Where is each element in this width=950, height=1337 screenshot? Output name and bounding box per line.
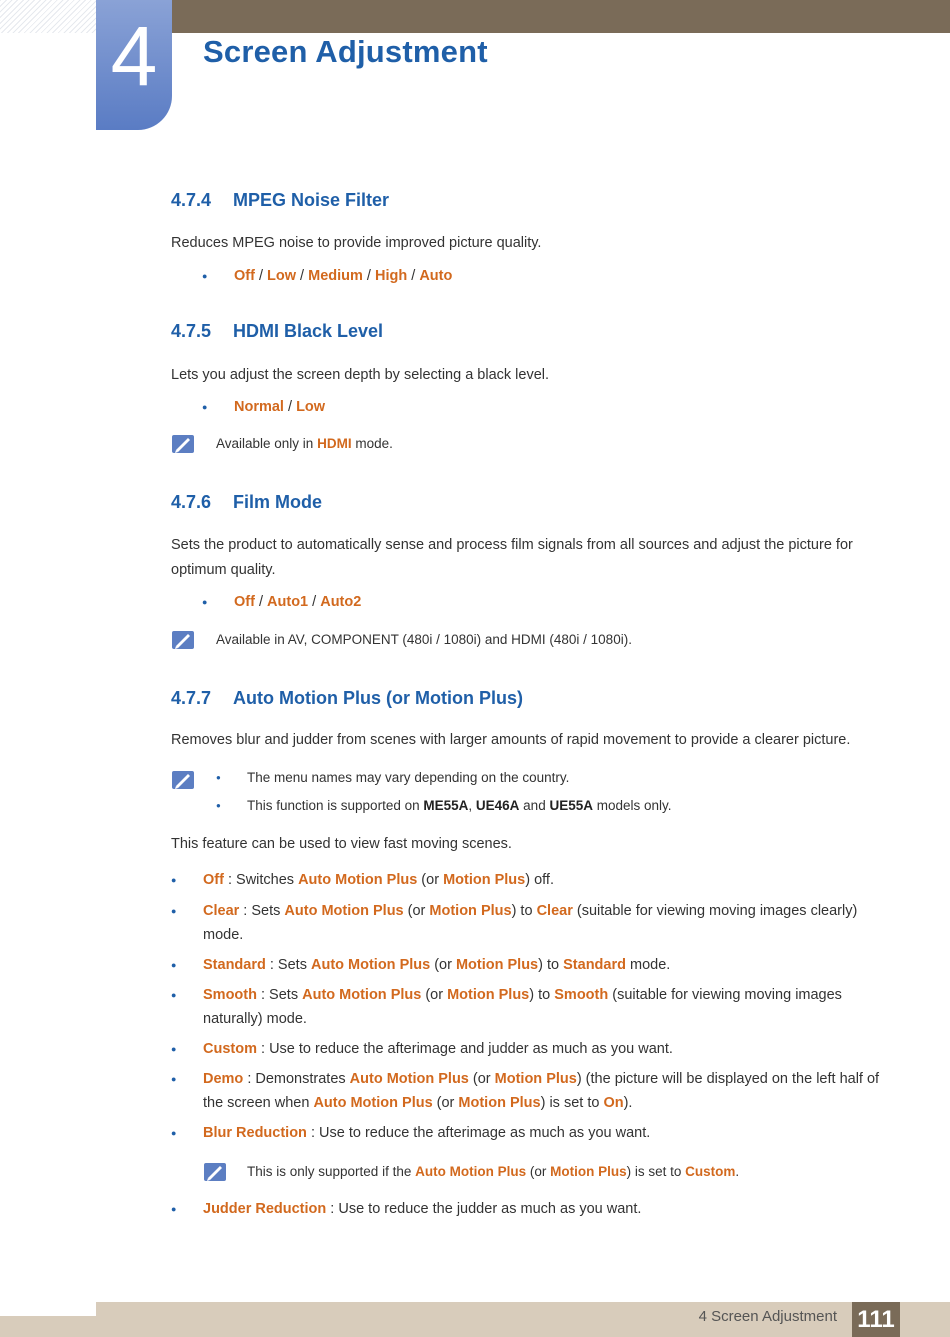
item-text: ) is set to — [540, 1095, 604, 1111]
note-highlight: HDMI — [317, 436, 352, 451]
section-description: Sets the product to automatically sense and process film signals from all sources and adjust the picture for optimum quality. — [171, 537, 853, 578]
term: Judder Reduction — [203, 1201, 327, 1217]
note-pencil-icon — [203, 1161, 227, 1183]
note-pencil-icon — [171, 629, 195, 651]
term: Smooth — [554, 987, 609, 1003]
item-text: ). — [623, 1095, 633, 1111]
item-text: : Sets — [239, 903, 285, 919]
term: Standard — [203, 957, 266, 973]
list-item-custom — [171, 1037, 883, 1061]
item-text: (or — [421, 987, 448, 1003]
page-number: 111 — [852, 1302, 900, 1337]
main-content — [171, 190, 883, 1221]
model-name: ME55A — [423, 798, 469, 813]
list-item-judder-reduction — [171, 1197, 883, 1221]
bullet-icon — [171, 1197, 176, 1221]
section-description: Lets you adjust the screen depth by selecting a black level. — [171, 367, 550, 383]
section-heading-hdmi-black-level — [171, 321, 883, 342]
footer-chapter-label: 4 Screen Adjustment — [698, 1308, 837, 1325]
section-description: Reduces MPEG noise to provide improved picture quality. — [171, 235, 542, 251]
note-text: Available only in — [216, 436, 318, 451]
term: Clear — [203, 903, 240, 919]
term: Motion Plus — [429, 903, 512, 919]
bullet-icon — [216, 767, 221, 789]
note-text: The menu names may vary depending on the country. — [247, 770, 570, 785]
section-number: 4.7.5 — [171, 321, 212, 341]
item-text: (or — [417, 872, 444, 888]
term: Custom — [685, 1164, 736, 1179]
item-text: ) (the picture will be displayed on the left half of the screen when — [203, 1071, 880, 1111]
bullet-icon — [216, 795, 221, 817]
term: Motion Plus — [443, 872, 526, 888]
term: Blur Reduction — [203, 1125, 307, 1141]
note-text: (or — [526, 1164, 551, 1179]
item-text: ) to — [538, 957, 564, 973]
section-description: Removes blur and judder from scenes with larger amounts of rapid movement to provide a clearer picture. — [171, 732, 851, 748]
bullet-icon — [202, 264, 207, 288]
item-text: mode. — [625, 957, 671, 973]
section-number: 4.7.6 — [171, 492, 212, 512]
option-medium: Medium — [308, 268, 363, 284]
list-item-demo — [171, 1067, 883, 1115]
bullet-icon — [171, 953, 176, 977]
bullet-icon — [202, 590, 207, 614]
term: Auto Motion Plus — [298, 872, 418, 888]
bullet-icon — [171, 983, 176, 1007]
section-title: Film Mode — [233, 492, 322, 512]
bullet-icon — [171, 1121, 176, 1145]
term: Standard — [563, 957, 626, 973]
item-text: : Use to reduce the afterimage and judder as much as you want. — [256, 1041, 673, 1057]
model-name: UE46A — [475, 798, 520, 813]
term: Smooth — [203, 987, 257, 1003]
note-text: Available in AV, COMPONENT (480i / 1080i) and HDMI (480i / 1080i). — [216, 632, 632, 647]
note — [171, 433, 883, 459]
note-pencil-icon — [171, 433, 195, 455]
note — [171, 629, 883, 655]
item-text: : Sets — [256, 987, 303, 1003]
term: Clear — [536, 903, 573, 919]
bullet-icon — [202, 395, 207, 419]
item-text: (suitable for viewing moving images clearly) mode. — [203, 903, 858, 943]
note-text: ) is set to — [626, 1164, 686, 1179]
term: Auto Motion Plus — [349, 1071, 469, 1087]
option-low: Low — [267, 268, 297, 284]
footer-strip — [0, 1316, 96, 1337]
section-title: HDMI Black Level — [233, 321, 384, 341]
term: On — [603, 1095, 624, 1111]
term: Motion Plus — [550, 1164, 627, 1179]
list-item-standard — [171, 953, 883, 977]
options-list: ● Off / Auto1 / Auto2 — [171, 590, 883, 614]
item-text: : Switches — [223, 872, 299, 888]
section-heading-mpeg-noise-filter — [171, 190, 883, 211]
item-text: : Sets — [265, 957, 311, 973]
term: Motion Plus — [447, 987, 530, 1003]
term: Auto Motion Plus — [310, 957, 431, 973]
note-text: models only. — [592, 798, 672, 813]
option-auto2: Auto2 — [320, 594, 362, 610]
item-text: (suitable for viewing moving images naturally) mode. — [203, 987, 842, 1027]
term: Off — [203, 872, 224, 888]
item-text: (or — [432, 1095, 459, 1111]
section-number: 4.7.7 — [171, 688, 212, 708]
term: Demo — [203, 1071, 244, 1087]
option-off: Off — [234, 594, 255, 610]
section-title: Auto Motion Plus (or Motion Plus) — [233, 688, 523, 708]
option-normal: Normal — [234, 399, 284, 415]
section-number: 4.7.4 — [171, 190, 212, 210]
option-auto: Auto — [419, 268, 453, 284]
note-item — [171, 795, 883, 817]
section-intro: This feature can be used to view fast moving scenes. — [171, 836, 512, 852]
bullet-icon — [171, 899, 176, 923]
section-heading-auto-motion-plus — [171, 688, 883, 709]
note-group — [171, 767, 883, 817]
chapter-number: 4 — [110, 9, 158, 103]
chapter-tab — [96, 0, 172, 130]
note-text: and — [519, 798, 550, 813]
item-text: : Demonstrates — [243, 1071, 350, 1087]
note-item — [171, 767, 883, 789]
item-text: : Use to reduce the afterimage as much as you want. — [306, 1125, 651, 1141]
note-text: This function is supported on — [247, 798, 424, 813]
list-item-clear — [171, 899, 883, 947]
term: Motion Plus — [494, 1071, 577, 1087]
item-text: ) to — [529, 987, 555, 1003]
term: Auto Motion Plus — [415, 1164, 527, 1179]
option-auto1: Auto1 — [267, 594, 309, 610]
note — [203, 1161, 883, 1187]
item-text: (or — [468, 1071, 495, 1087]
term: Motion Plus — [455, 957, 539, 973]
item-text: ) off. — [525, 872, 554, 888]
item-text: (or — [403, 903, 430, 919]
chapter-title: Screen Adjustment — [203, 34, 488, 69]
note-text: mode. — [351, 436, 393, 451]
section-heading-film-mode — [171, 492, 883, 513]
term: Auto Motion Plus — [302, 987, 422, 1003]
list-item-smooth — [171, 983, 883, 1031]
bullet-icon — [171, 868, 176, 892]
term: Auto Motion Plus — [313, 1095, 433, 1111]
note-text: , — [468, 798, 476, 813]
options-list: ● Off / Low / Medium / High / Auto — [171, 264, 883, 288]
option-low: Low — [296, 399, 326, 415]
item-text: : Use to reduce the judder as much as you want. — [326, 1201, 642, 1217]
note-text: . — [735, 1164, 740, 1179]
term: Custom — [203, 1041, 257, 1057]
model-name: UE55A — [549, 798, 593, 813]
bullet-icon — [171, 1037, 176, 1061]
item-text: (or — [430, 957, 456, 973]
bullet-icon — [171, 1067, 176, 1091]
section-title: MPEG Noise Filter — [233, 190, 390, 210]
term: Auto Motion Plus — [284, 903, 404, 919]
option-off: Off — [234, 268, 255, 284]
options-list: ● Normal / Low — [171, 395, 883, 419]
header-bar — [172, 0, 950, 33]
list-item-off — [171, 868, 883, 892]
header-hatch-pattern — [0, 0, 96, 33]
option-high: High — [375, 268, 408, 284]
item-text: ) to — [511, 903, 537, 919]
note-text: This is only supported if the — [247, 1164, 416, 1179]
list-item-blur-reduction — [171, 1121, 883, 1145]
term: Motion Plus — [458, 1095, 541, 1111]
